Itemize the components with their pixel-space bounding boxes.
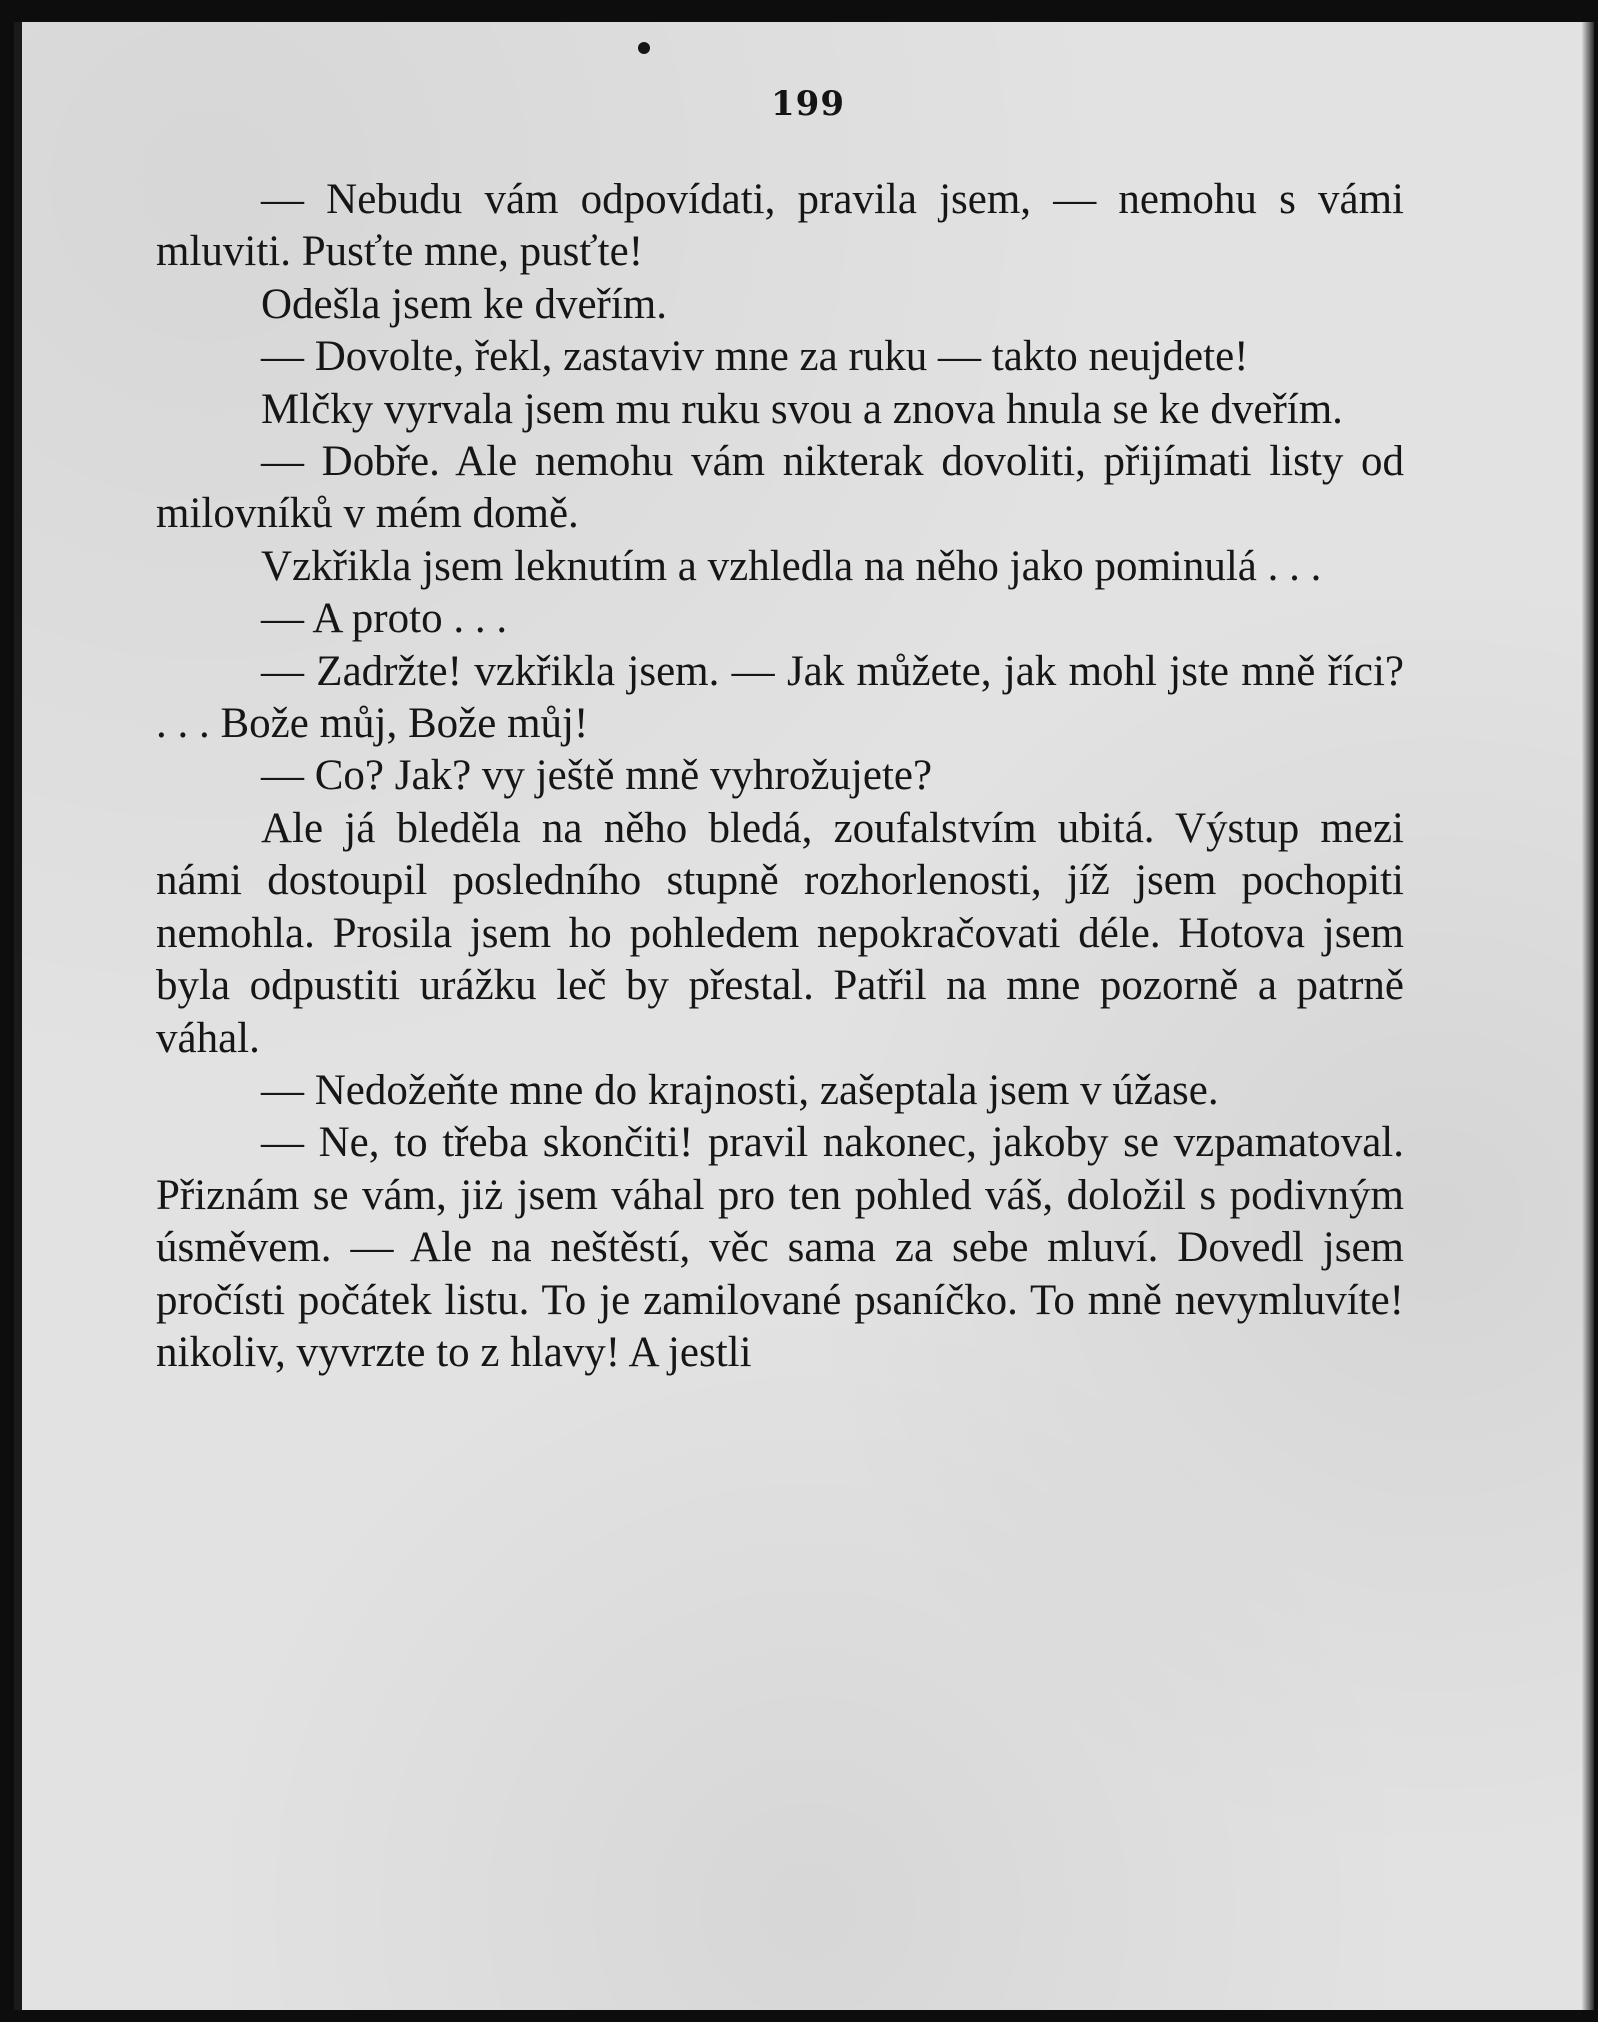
body-text (156, 174, 1404, 1379)
paragraph: — Dobře. Ale nemohu vám nikterak dovoliti, přijímati listy od milovníků v mém domě. (156, 438, 1404, 538)
paragraph: — Ne, to třeba skončiti! pravil nakonec, jakoby se vzpamatoval. Přiznám se vám, jiż jsem váhal pro ten pohled váš, doložil s podivným úsměvem. — Ale na neštěstí, věc sama za sebe mluví. Dovedl jsem pročísti počátek listu. To je zamilované psaníčko. To mně nevymluvíte! nikoliv, vyvrzte to z hlavy! A jestli (156, 1119, 1404, 1376)
paragraph: — Zadržte! vzkřikla jsem. — Jak můžete, jak mohl jste mně říci? . . . Bože můj, Bože můj! (156, 647, 1404, 748)
paragraph: — Nedožeňte mne do krajnosti, zašeptala jsem v úžase. (261, 1066, 1219, 1114)
paragraph: — A proto . . . (261, 595, 508, 643)
paragraph: Ale já bleděla na něho bledá, zoufalstvím ubitá. Výstup mezi námi dostoupil posledního stupně rozhorlenosti, jíž jsem pochopiti nemohla. Prosila jsem ho pohledem nepokračovati déle. Hotova jsem byla odpustiti urážku leč by přestal. Patřil na mne pozorně a patrně váhal. (156, 804, 1404, 1062)
paragraph: Mlčky vyrvala jsem mu ruku svou a znova hnula se ke dveřím. (261, 385, 1343, 433)
paragraph: Odešla jsem ke dveřím. (261, 280, 668, 328)
paragraph: Vzkřikla jsem leknutím a vzhledla na něho jako pominulá . . . (261, 542, 1322, 590)
paragraph: — Co? Jak? vy ještě mně vyhrožujete? (261, 752, 933, 800)
page-number: 199 (771, 84, 845, 124)
page-edge-shadow (1582, 22, 1594, 2010)
ink-speck (638, 42, 650, 54)
book-page (14, 22, 1594, 2010)
paragraph: — Dovolte, řekl, zastaviv mne za ruku — takto neujdete! (261, 333, 1249, 381)
paragraph: — Nebudu vám odpovídati, pravila jsem, — nemohu s vámi mluviti. Pusťte mne, pusťte! (156, 176, 1404, 276)
